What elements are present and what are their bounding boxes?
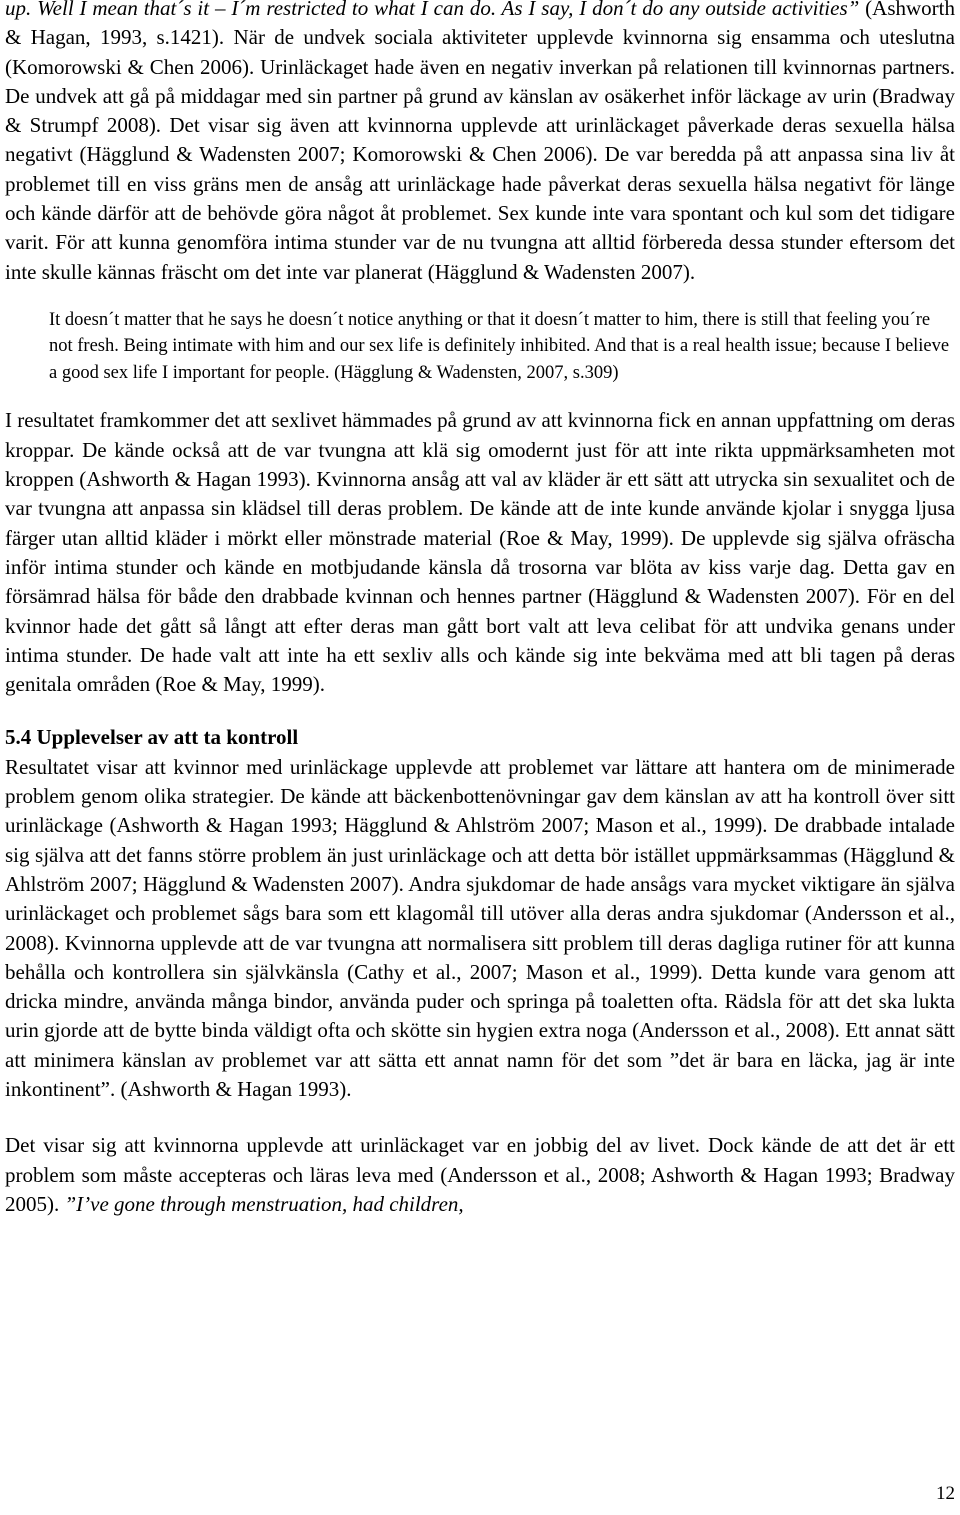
document-page [5, 0, 955, 1219]
quote-continuation: up. Well I mean that´s it – I´m restricted to what I can do. As I say, I don´t do any outside activities” [5, 0, 860, 20]
paragraph-acceptance [5, 1131, 955, 1219]
section-title: 4 Upplevelser av att ta kontroll [20, 725, 299, 750]
paragraph-sexual-health [5, 0, 955, 287]
paragraph-result: I resultatet framkommer det att sexlivet hämmades på grund av att kvinnorna fick en annan uppfattning om deras kroppar. De kände också att de var tvungna att klä sig omodernt just för att inte rikta uppmärksamheten mot kroppen (Ashworth & Hagan 1993). Kvinnorna ansåg att val av kläder är ett sätt att utrycka sin sexualitet och de var tvungna att anpassa sin klädsel till deras problem. De kände att de inte kunde använde kjolar i snygga ljusa färger utan alltid kläder i mörkt eller mönstrade material (Roe & May, 1999). De upplevde sig själva ofräscha inför intima stunder och kände en motbjudande känsla då trosorna var blöta av kiss varje dag. Detta gav en försämrad hälsa för både den drabbade kvinnan och hennes partner (Hägglund & Wadensten 2007). För en del kvinnor hade det gått så långt att efter deras man gått bort valt att leva celibat för att undvika genans under intima stunder. De hade valt att inte ha ett sexliv alls och kände sig inte bekväma med att bli tagen på deras genitala områden (Roe & May, 1999). [5, 408, 955, 697]
section-heading [5, 723, 955, 752]
paragraph-text: Det visar sig att kvinnorna upplevde att urinläckaget var en jobbig del av livet. Dock kände de att det är ett problem som måste accepteras och läras leva med (Andersson et al., 2008; Ashworth & Hagan 1993; Bradway 2005). [5, 1133, 955, 1216]
block-quote: It doesn´t matter that he says he doesn´t notice anything or that it doesn´t matter to him, there is still that feeling you´re not fresh. Being intimate with him and our sex life is definitely inhibited. And that is a real health issue; because I believe a good sex life I important for people. (Hägglung & Wadensten, 2007, s.309) [49, 309, 950, 383]
quote-start: ”I’ve gone through menstruation, had children, [64, 1191, 464, 1216]
section-number: 5. [5, 725, 21, 750]
paragraph-text: (Ashworth & Hagan, 1993, s.1421). När de undvek sociala aktiviteter upplevde kvinnorna sig ensamma och uteslutna (Komorowski & Chen 2006). Urinläckaget hade även en negativ inverkan på relationen till kvinnornas partners. De undvek att gå på middagar med sin partner på grund av känslan av osäkerhet inför läckage av urin (Bradway & Strumpf 2008). Det visar sig även att kvinnorna upplevde att urinläckaget påverkade deras sexuella hälsa negativt (Hägglund & Wadensten 2007; Komorowski & Chen 2006). De var beredda på att anpassa sina liv åt problemet till en viss gräns men de ansåg att urinläckage hade påverkat deras sexuella hälsa negativt för länge och kände därför att de behövde göra något åt problemet. Sex kunde inte vara spontant och kul som det tidigare varit. För att kunna genomföra intima stunder var de nu tvungna att alltid förbereda dessa stunder eftersom det inte skulle kännas fräscht om det inte var planerat (Hägglund & Wadensten 2007). [5, 0, 955, 284]
paragraph-control: Resultatet visar att kvinnor med urinläckage upplevde att problemet var lättare att hantera om de minimerade problem genom olika strategier. De kände att bäckenbottenövningar gav dem känslan av att ha kontroll över sitt urinläckage (Ashworth & Hagan 1993; Hägglund & Ahlström 2007; Mason et al., 1999). De drabbade intalade sig själva att det fanns större problem än just urinläckage och att detta bör istället uppmärksammas (Hägglund & Ahlström 2007; Hägglund & Wadensten 2007). Andra sjukdomar de hade ansågs vara mycket viktigare än själva urinläckaget och problemet sågs bara som ett klagomål till utöver alla deras andra sjukdomar (Andersson et al., 2008). Kvinnorna upplevde att de var tvungna att normalisera sitt problem till deras dagliga rutiner för att kunna behålla och kontrollera sin självkänsla (Cathy et al., 2007; Mason et al., 1999). Detta kunde vara genom att dricka mindre, använda många bindor, använda puder och springa på toaletten ofta. Rädsla för att det ska lukta urin gjorde att de bytte binda väldigt ofta och skötte sin hygien extra noga (Andersson et al., 2008). Ett annat sätt att minimera känslan av problemet var att sätta ett annat namn för det som ”det är bara en läcka, jag är inte inkontinent”. (Ashworth & Hagan 1993). [5, 754, 955, 1101]
page-number: 12 [936, 1483, 955, 1504]
